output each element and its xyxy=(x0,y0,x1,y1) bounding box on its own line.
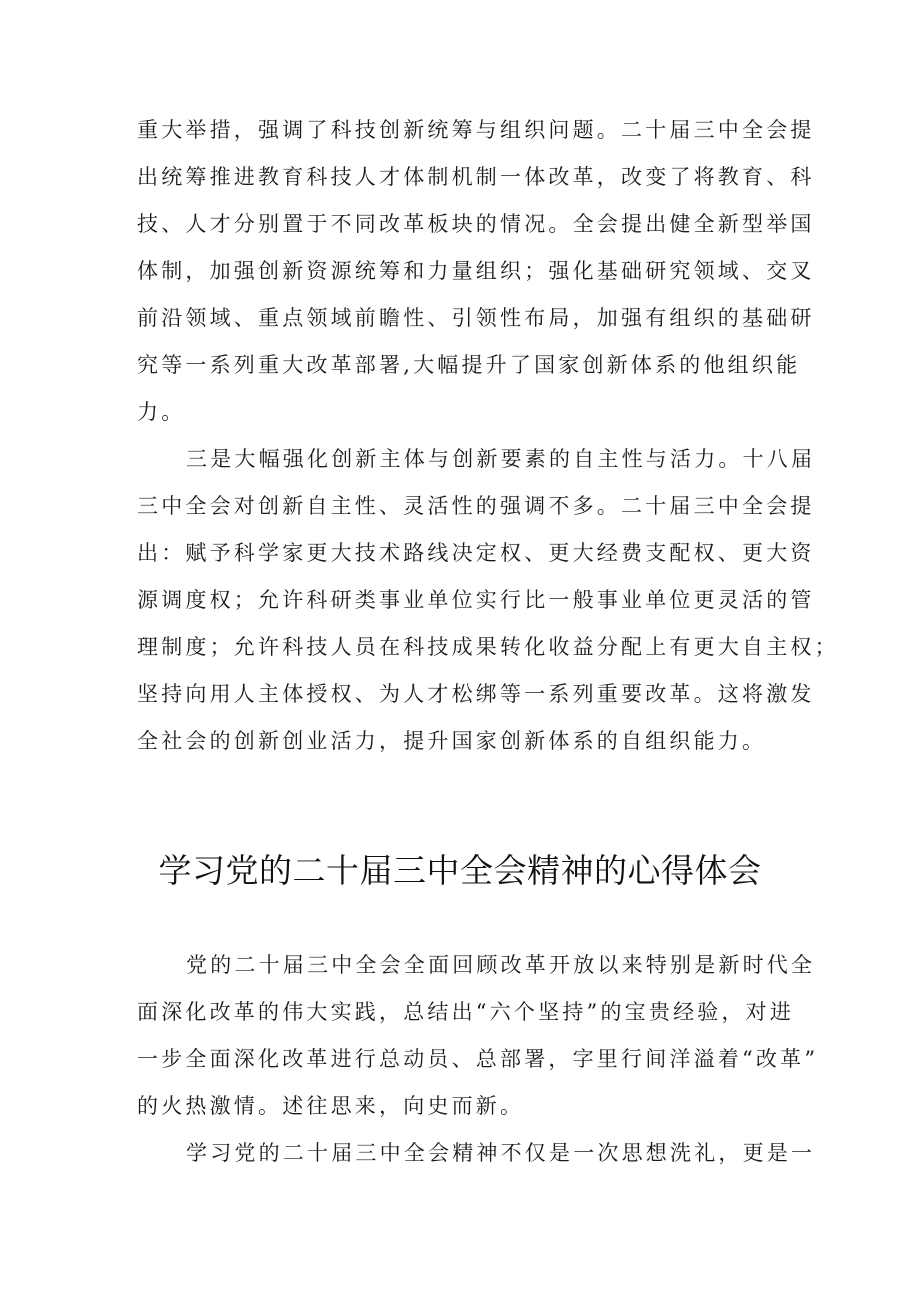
paragraph-line: 一步全面深化改革进行总动员、总部署，字里行间洋溢着“改革” xyxy=(137,1047,819,1071)
paragraph-line: 学习党的二十届三中全会精神不仅是一次思想洗礼，更是一 xyxy=(186,1141,816,1165)
paragraph-line: 全社会的创新创业活力，提升国家创新体系的自组织能力。 xyxy=(137,729,767,753)
paragraph-line: 出统筹推进教育科技人才体制机制一体改革，改变了将教育、科 xyxy=(137,165,815,189)
paragraph-line: 力。 xyxy=(137,400,186,424)
paragraph-line: 技、人才分别置于不同改革板块的情况。全会提出健全新型举国 xyxy=(137,212,815,236)
section-heading: 学习党的二十届三中全会精神的心得体会 xyxy=(158,851,762,890)
paragraph-line: 三中全会对创新自主性、灵活性的强调不多。二十届三中全会提 xyxy=(137,494,815,518)
paragraph-line: 前沿领域、重点领域前瞻性、引领性布局，加强有组织的基础研 xyxy=(137,306,815,330)
paragraph-line: 的火热激情。述往思来，向史而新。 xyxy=(137,1094,525,1118)
paragraph-line: 重大举措，强调了科技创新统筹与组织问题。二十届三中全会提 xyxy=(137,118,815,142)
paragraph-line: 面深化改革的伟大实践，总结出“六个坚持”的宝贵经验，对进 xyxy=(137,1000,795,1024)
paragraph-line: 党的二十届三中全会全面回顾改革开放以来特别是新时代全 xyxy=(186,953,816,977)
paragraph-line: 究等一系列重大改革部署,大幅提升了国家创新体系的他组织能 xyxy=(137,353,801,377)
paragraph-line: 体制，加强创新资源统筹和力量组织；强化基础研究领域、交叉 xyxy=(137,259,815,283)
paragraph-line: 理制度；允许科技人员在科技成果转化收益分配上有更大自主权； xyxy=(137,635,839,659)
paragraph-line: 出：赋予科学家更大技术路线决定权、更大经费支配权、更大资 xyxy=(137,541,815,565)
paragraph-line: 三是大幅强化创新主体与创新要素的自主性与活力。十八届 xyxy=(186,447,816,471)
paragraph-line: 源调度权；允许科研类事业单位实行比一般事业单位更灵活的管 xyxy=(137,588,815,612)
paragraph-line: 坚持向用人主体授权、为人才松绑等一系列重要改革。这将激发 xyxy=(137,682,815,706)
